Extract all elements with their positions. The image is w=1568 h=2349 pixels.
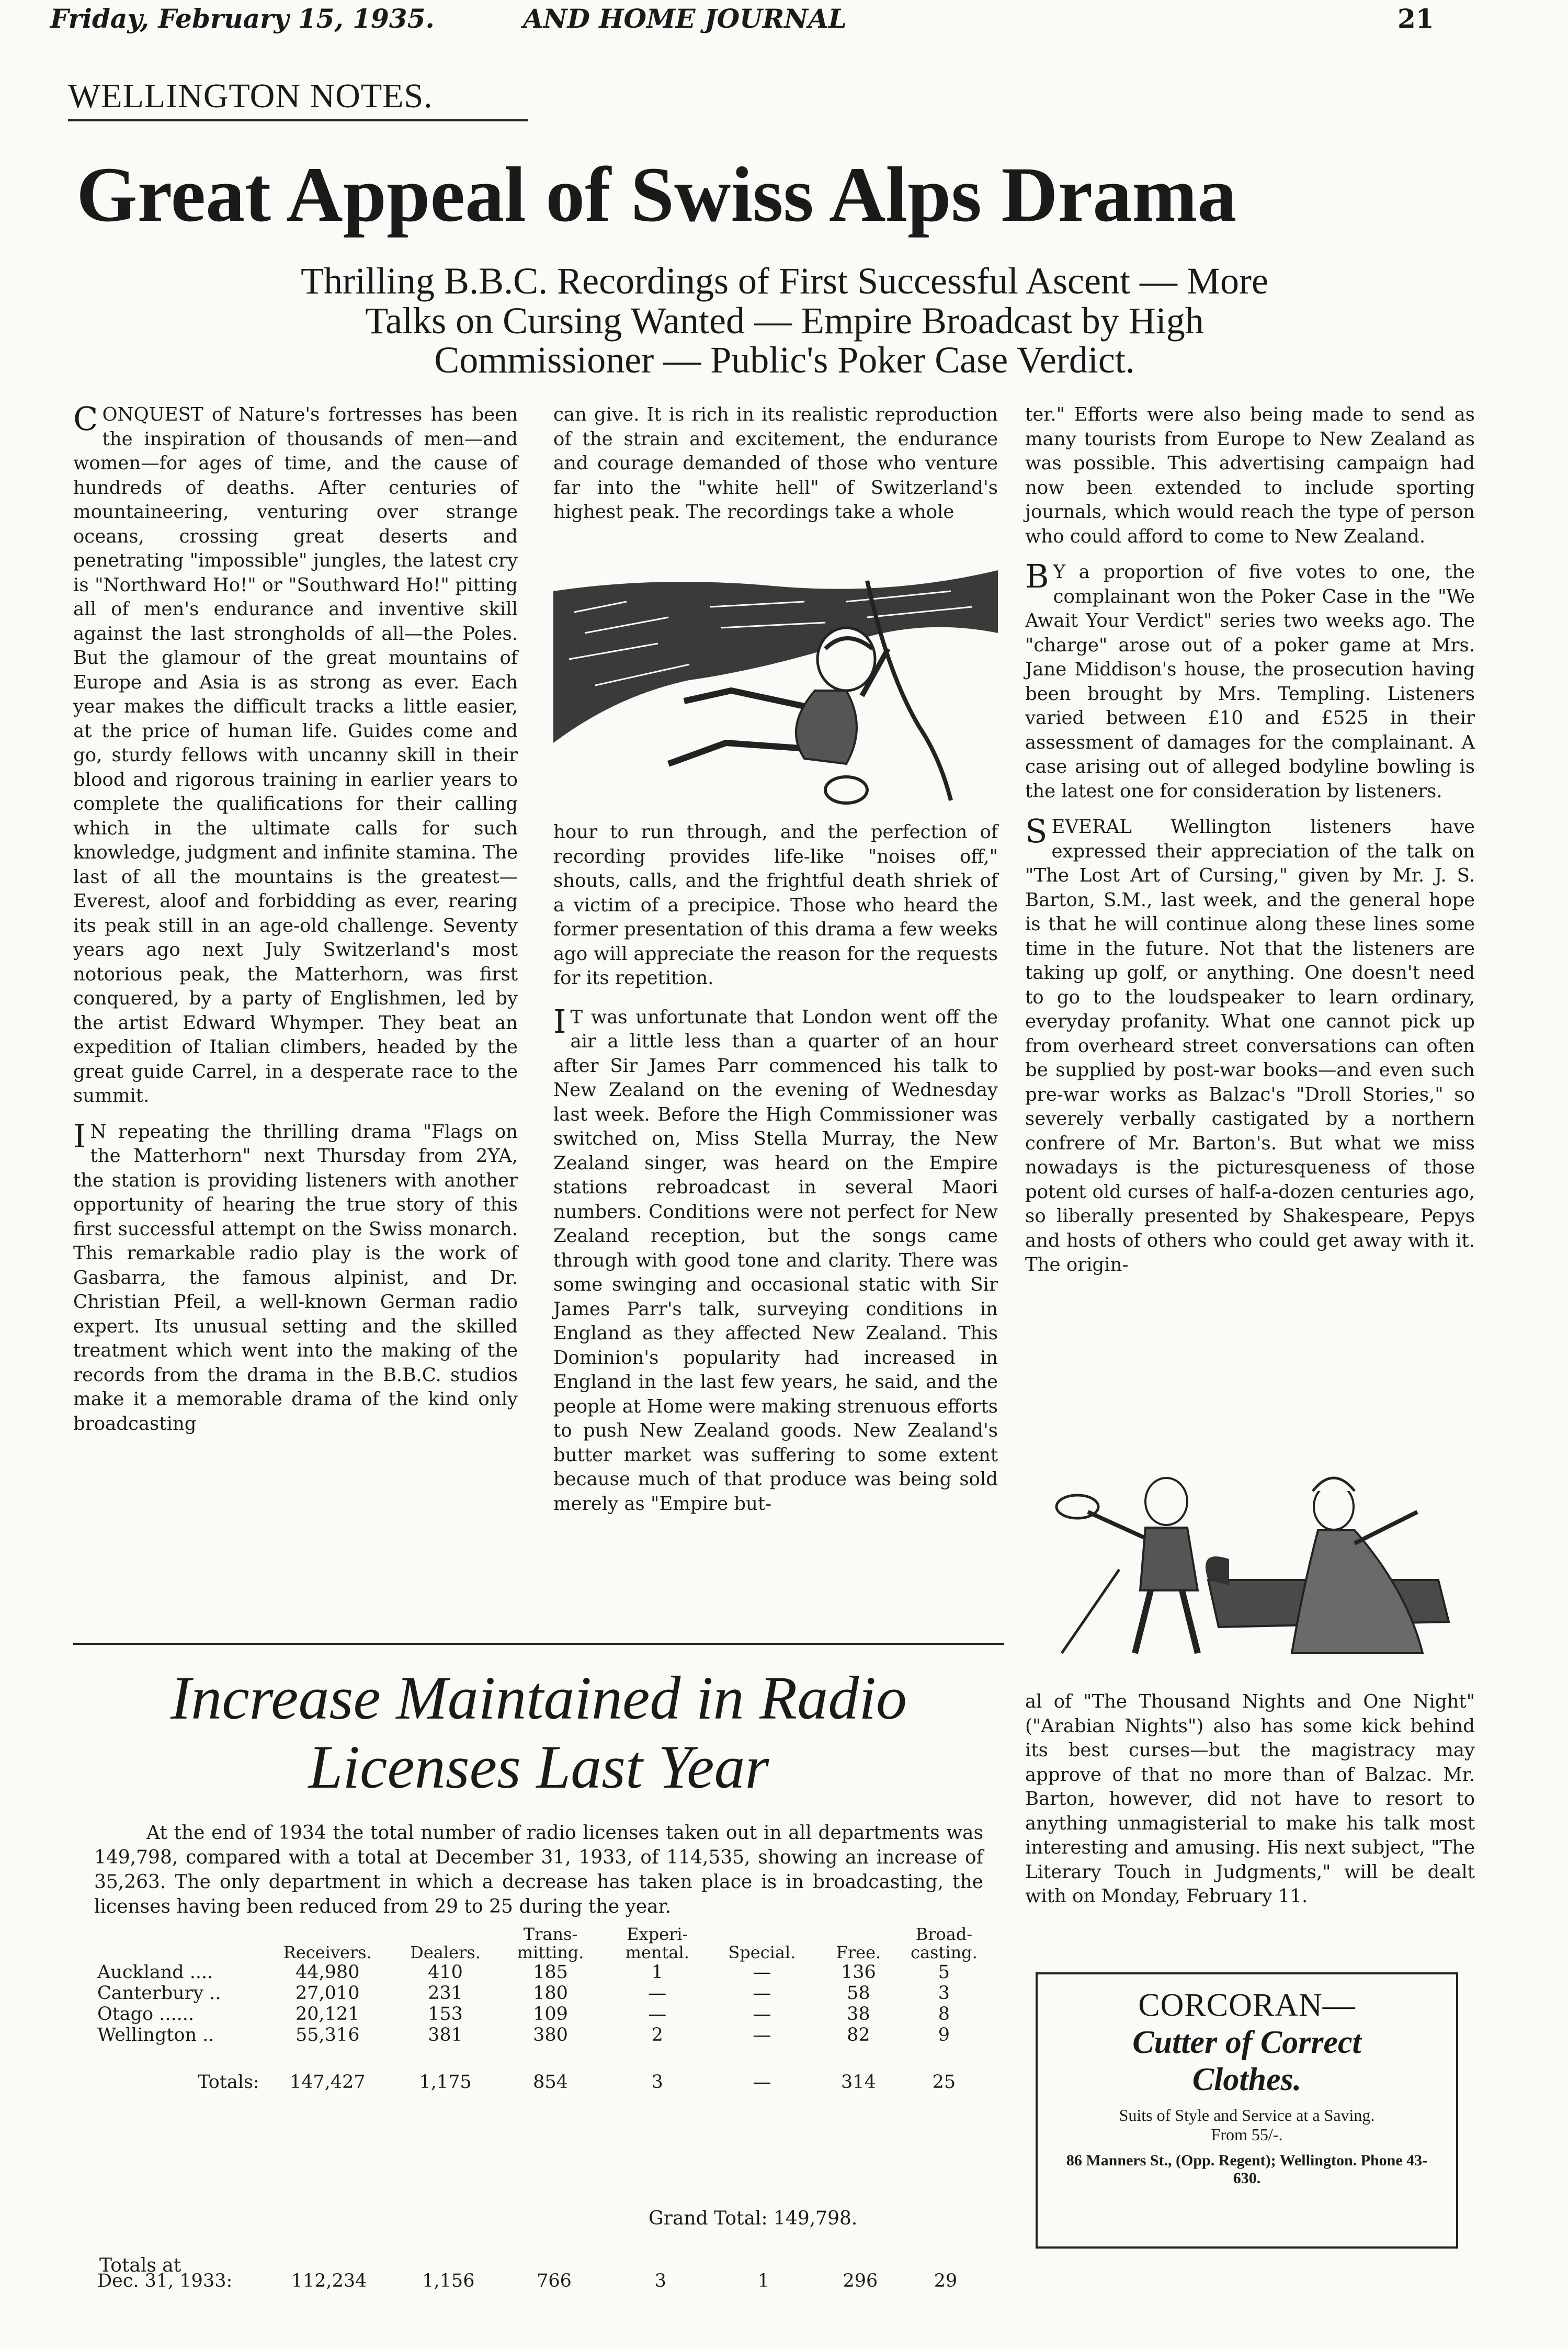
totals-1933-wrap xyxy=(94,2271,983,2291)
issue-date: Friday, February 15, 1935. xyxy=(50,3,435,34)
man-head xyxy=(1145,1478,1187,1525)
journal-name: AND HOME JOURNAL xyxy=(523,3,847,34)
column-2-top xyxy=(553,403,998,536)
paragraph-text: Wellington listeners have expressed their appreciation of the talk on "The Lost Art of Cursing," given by Mr. J. S. Barton, S.M., last week, and the general hope is that he will continue along these lines some time in the future. Not that the listeners are taking up golf, or anything. One doesn't need to go to the loudspeaker to learn ordinary, everyday profanity. What one cannot pick up from overheard street conversations can often be supplied by post-war books—and even such pre-war works as Balzac's "Droll Stories," so severely verbally castigated by a northern confrere of Mr. Barton's. But what we miss nowadays is the picturesqueness of those potent old curses of half-a-dozen centuries ago, so liberally presented by Shakespeare, Pepys and hosts of others who could get away with it. The origin- xyxy=(1025,816,1475,1275)
lead-in: ONQUEST xyxy=(102,404,203,425)
table-cell: — xyxy=(753,2025,771,2046)
climber-illustration xyxy=(553,570,998,811)
table-cell: 147,427 xyxy=(289,2072,366,2093)
climber-body xyxy=(796,691,857,764)
table-cell: 44,980 xyxy=(296,1962,360,1983)
paragraph xyxy=(1025,812,1475,1278)
paragraph: al of "The Thousand Nights and One Night" ("Arabian Nights") also has some kick behind its best curses—but the magistracy may approve of that no more than of Balzac. Mr. Barton, however, did not have to resort to anything unmagisterial to make his talk most interesting and amusing. His next subject, "The Literary Touch in Judgments," will be dealt with on Monday, February 11. xyxy=(1025,1691,1475,1907)
table-cell: 185 xyxy=(533,1962,568,1983)
cane xyxy=(1062,1569,1119,1653)
table-cell: 766 xyxy=(537,2271,572,2291)
drop-cap: B xyxy=(1025,557,1049,595)
table-cell: 381 xyxy=(428,2025,463,2046)
deck-line-2: Talks on Cursing Wanted — Empire Broadcast by High xyxy=(365,299,1204,342)
table-cell: 55,316 xyxy=(296,2025,360,2046)
table-cell: — xyxy=(648,1983,667,2004)
table-cell: Wellington .. xyxy=(97,2025,214,2046)
table-cell: Auckland .... xyxy=(97,1962,213,1983)
woman-hair xyxy=(1313,1478,1355,1491)
table-cell: Otago ...... xyxy=(97,2004,194,2025)
table-cell: 1,175 xyxy=(419,2072,472,2093)
table-cell: 231 xyxy=(428,1983,463,2004)
licenses-table xyxy=(94,1925,983,2093)
totals-1933-row xyxy=(94,2271,983,2291)
cursing-illustration xyxy=(1041,1454,1470,1664)
table-cell: 296 xyxy=(843,2271,878,2291)
rock-overhang xyxy=(553,570,998,743)
paragraph: hour to run through, and the perfection of recording provides life-like "noises off," shouts, calls, and the frightful death shriek of a victim of a precipice. Those who heard the former presentation of this drama a few weeks ago will appreciate the reason for the requests for its repetition. xyxy=(553,821,998,989)
paragraph-text: was unfortunate that London went off the air a little less than a quarter of an hour after Sir James Parr commenced his talk to New Zealand on the evening of Wednesday last week. Before the High Commissioner was switched on, Miss Stella Murray, the New Zealand singer, was heard on the Empire stations rebroadcast in several Maori numbers. Conditions were not perfect for New Zealand reception, but the songs came through with good tone and clarity. There was some swinging and occasional static with Sir James Parr's talk, surveying conditions in England as they affected New Zealand. This Dominion's popularity had increased in England in the last few years, he said, and the people at Home were making strenuous efforts to push New Zealand goods. New Zealand's butter market was suffering to some extent because much of that produce was being sold merely as "Empire but- xyxy=(553,1006,998,1515)
paragraph-text: of Nature's fortresses has been the inspiration of thousands of men—and women—for ages of time, and the cause of hundreds of deaths. After centuries of mountaineering, venturing over strange oceans, crossing great deserts and penetrating "impossible" jungles, the latest cry is "Northward Ho!" or "Southward Ho!" pitting all of men's endurance and inventive skill against the last strongholds of all—the Poles. But the glamour of the great mountains of Europe and Asia is as strong as ever. Each year makes the difficult tracks a little easier, at the price of human life. Guides come and go, sturdy fellows with uncanny skill in their blood and rigorous training in earlier years to complete the qualifications for their calling which in the ultimate calls for such knowledge, judgment and infinite stamina. The last of all the mountains is the greatest—Everest, aloof and forbidding as ever, rearing its peak still in an age-old challenge. Seventy years ago next July Switzerland's most notorious peak, the Matterhorn, was first conquered, by a party of Englishmen, led by the artist Edward Whymper. They beat an expedition of Italian climbers, headed by the great guide Carrel, in a desperate race to the summit. xyxy=(73,404,518,1106)
climber-leg xyxy=(684,691,804,706)
deck-line-3: Commissioner — Public's Poker Case Verdict. xyxy=(434,339,1135,381)
grand-total: Grand Total: 149,798. xyxy=(649,2208,858,2229)
table-cell: — xyxy=(753,1962,771,1983)
radio-headline xyxy=(73,1664,1004,1802)
advert-tagline-1: Cutter of Correct xyxy=(1132,2025,1361,2060)
man-legs xyxy=(1135,1590,1198,1653)
table-cell: 3 xyxy=(651,2072,663,2093)
article-separator xyxy=(73,1643,1004,1645)
radio-intro: At the end of 1934 the total number of radio licenses taken out in all departments was 149,798, compared with a total at December 31, 1933, of 114,535, showing an increase of 35,263. The only department in which a decrease has taken place is in broadcasting, the licenses having been reduced from 29 to 25 during the year. xyxy=(94,1822,983,1918)
spacer-row xyxy=(94,2046,983,2061)
column-header: Dealers. xyxy=(410,1943,481,1963)
table-cell: Canterbury .. xyxy=(97,1983,221,2004)
hat xyxy=(1056,1495,1098,1518)
table-cell: 136 xyxy=(841,1962,876,1983)
section-title: WELLINGTON NOTES. xyxy=(68,77,433,115)
licenses-table-wrap xyxy=(94,1925,983,2093)
woman-arm xyxy=(1355,1512,1417,1543)
lead-in: EVERAL xyxy=(1051,816,1132,838)
table-cell: 20,121 xyxy=(296,2004,360,2025)
paragraph xyxy=(73,400,518,1109)
drop-cap: C xyxy=(73,400,98,438)
paragraph xyxy=(553,1002,998,1517)
table-cell: — xyxy=(648,2004,667,2025)
table-cell: 1 xyxy=(651,1962,663,1983)
drop-cap: I xyxy=(73,1116,86,1155)
table-cell: 82 xyxy=(847,2025,870,2046)
totals-row xyxy=(94,2061,983,2093)
page-number: 21 xyxy=(1397,3,1434,34)
table-cell: 109 xyxy=(533,2004,568,2025)
paragraph xyxy=(1025,557,1475,804)
advert-line-2: From 55/-. xyxy=(1211,2125,1283,2144)
deck-line-1: Thrilling B.B.C. Recordings of First Successful Ascent — More xyxy=(301,260,1268,302)
table-cell: 153 xyxy=(428,2004,463,2025)
table-cell: 27,010 xyxy=(296,1983,360,2004)
column-header: Receivers. xyxy=(283,1943,372,1963)
totals-1933-table xyxy=(94,2271,983,2291)
rope-coil xyxy=(825,777,867,803)
man-coat xyxy=(1140,1528,1198,1590)
column-1 xyxy=(73,400,518,1448)
table-cell: — xyxy=(753,2004,771,2025)
lead-in: T xyxy=(570,1006,583,1028)
column-2-bottom xyxy=(553,820,998,1528)
table-cell: 3 xyxy=(654,2271,666,2291)
table-cell: Totals: xyxy=(198,2072,259,2093)
table-cell: 1 xyxy=(757,2271,769,2291)
table-cell: 3 xyxy=(938,1983,950,2004)
table-cell: 9 xyxy=(938,2025,950,2046)
table-cell: 410 xyxy=(428,1962,463,1983)
column-3 xyxy=(1025,403,1475,1289)
headline: Great Appeal of Swiss Alps Drama xyxy=(76,151,1237,238)
advert-tagline-2: Clothes. xyxy=(1192,2062,1302,2097)
table-cell: 29 xyxy=(934,2271,958,2291)
advert-line-3: 86 Manners St., (Opp. Regent); Wellington. Phone 43-630. xyxy=(1066,2152,1428,2187)
man-arm xyxy=(1088,1512,1145,1538)
totals-1933-label: Totals at xyxy=(99,2255,181,2276)
table-cell: — xyxy=(753,1983,771,2004)
table-header-row xyxy=(94,1925,983,1962)
table-cell: 8 xyxy=(938,2004,950,2025)
section-underline xyxy=(68,119,528,121)
column-header: Experi- mental. xyxy=(625,1924,689,1963)
table-cell: 314 xyxy=(841,2072,876,2093)
climber-leg xyxy=(668,743,799,764)
table-cell: Dec. 31, 1933: xyxy=(97,2271,233,2291)
table-row xyxy=(94,1962,983,1983)
table-cell: 1,156 xyxy=(422,2271,475,2291)
table-cell: 180 xyxy=(533,1983,568,2004)
column-header: Trans- mitting. xyxy=(517,1924,584,1963)
table-row xyxy=(94,2025,983,2046)
table-cell: 58 xyxy=(847,1983,870,2004)
column-header: Special. xyxy=(728,1943,796,1963)
table-cell: 854 xyxy=(533,2072,568,2093)
table-cell: 112,234 xyxy=(291,2271,367,2291)
radio-headline-line-1: Increase Maintained in Radio xyxy=(170,1664,907,1732)
table-cell: 5 xyxy=(938,1962,950,1983)
table-cell: 2 xyxy=(651,2025,663,2046)
paragraph: can give. It is rich in its realistic reproduction of the strain and excitement, the endurance and courage demanded of those who venture far into the "white hell" of Switzerland's highest peak. The recordings take a whole xyxy=(553,404,998,523)
deck xyxy=(78,262,1491,380)
table-row xyxy=(94,2004,983,2025)
table-cell: 25 xyxy=(932,2072,956,2093)
paragraph xyxy=(73,1116,518,1437)
lead-in: N xyxy=(90,1121,107,1143)
radio-headline-line-2: Licenses Last Year xyxy=(308,1733,769,1802)
column-header: Free. xyxy=(836,1943,881,1963)
paragraph: ter." Efforts were also being made to send as many tourists from Europe to New Zealand as was possible. This advertising campaign had now been extended to include sporting journals, which would reach the type of person who could afford to come to New Zealand. xyxy=(1025,404,1475,547)
paragraph-text: a proportion of five votes to one, the complainant won the Poker Case in the "We Await Your Verdict" series two weeks ago. The "charge" arose out of a poker game at Mrs. Jane Middison's house, the prosecution having been brought by Mrs. Templing. Listeners varied between £10 and £525 in their assessment of damages for the complainant. A case arising out of alleged bodyline bowling is the latest one for consideration by listeners. xyxy=(1025,561,1475,802)
table-row xyxy=(94,1983,983,2004)
table-cell: 380 xyxy=(533,2025,568,2046)
corcoran-advert xyxy=(1036,1972,1458,2249)
paragraph-text: repeating the thrilling drama "Flags on the Matterhorn" next Thursday from 2YA, the station is providing listeners with another opportunity of hearing the true story of this first successful attempt on the Swiss monarch. This remarkable radio play is the work of Gasbarra, the famous alpinist, and Dr. Christian Pfeil, a well-known German radio expert. Its unusual setting and the skilled treatment which went into the making of the records from the drama in the B.B.C. studios make it a memorable drama of the kind only broadcasting xyxy=(73,1121,518,1435)
drop-cap: I xyxy=(553,1002,566,1041)
table-cell: 38 xyxy=(847,2004,870,2025)
table-cell: — xyxy=(753,2072,771,2093)
lead-in: Y xyxy=(1053,561,1065,583)
advert-name: CORCORAN— xyxy=(1138,1987,1356,2023)
column-header xyxy=(94,1925,263,1962)
column-header: Broad- casting. xyxy=(911,1924,978,1963)
advert-line-1: Suits of Style and Service at a Saving. xyxy=(1119,2106,1375,2125)
column-3-bottom xyxy=(1025,1690,1475,1921)
drop-cap: S xyxy=(1025,812,1048,850)
